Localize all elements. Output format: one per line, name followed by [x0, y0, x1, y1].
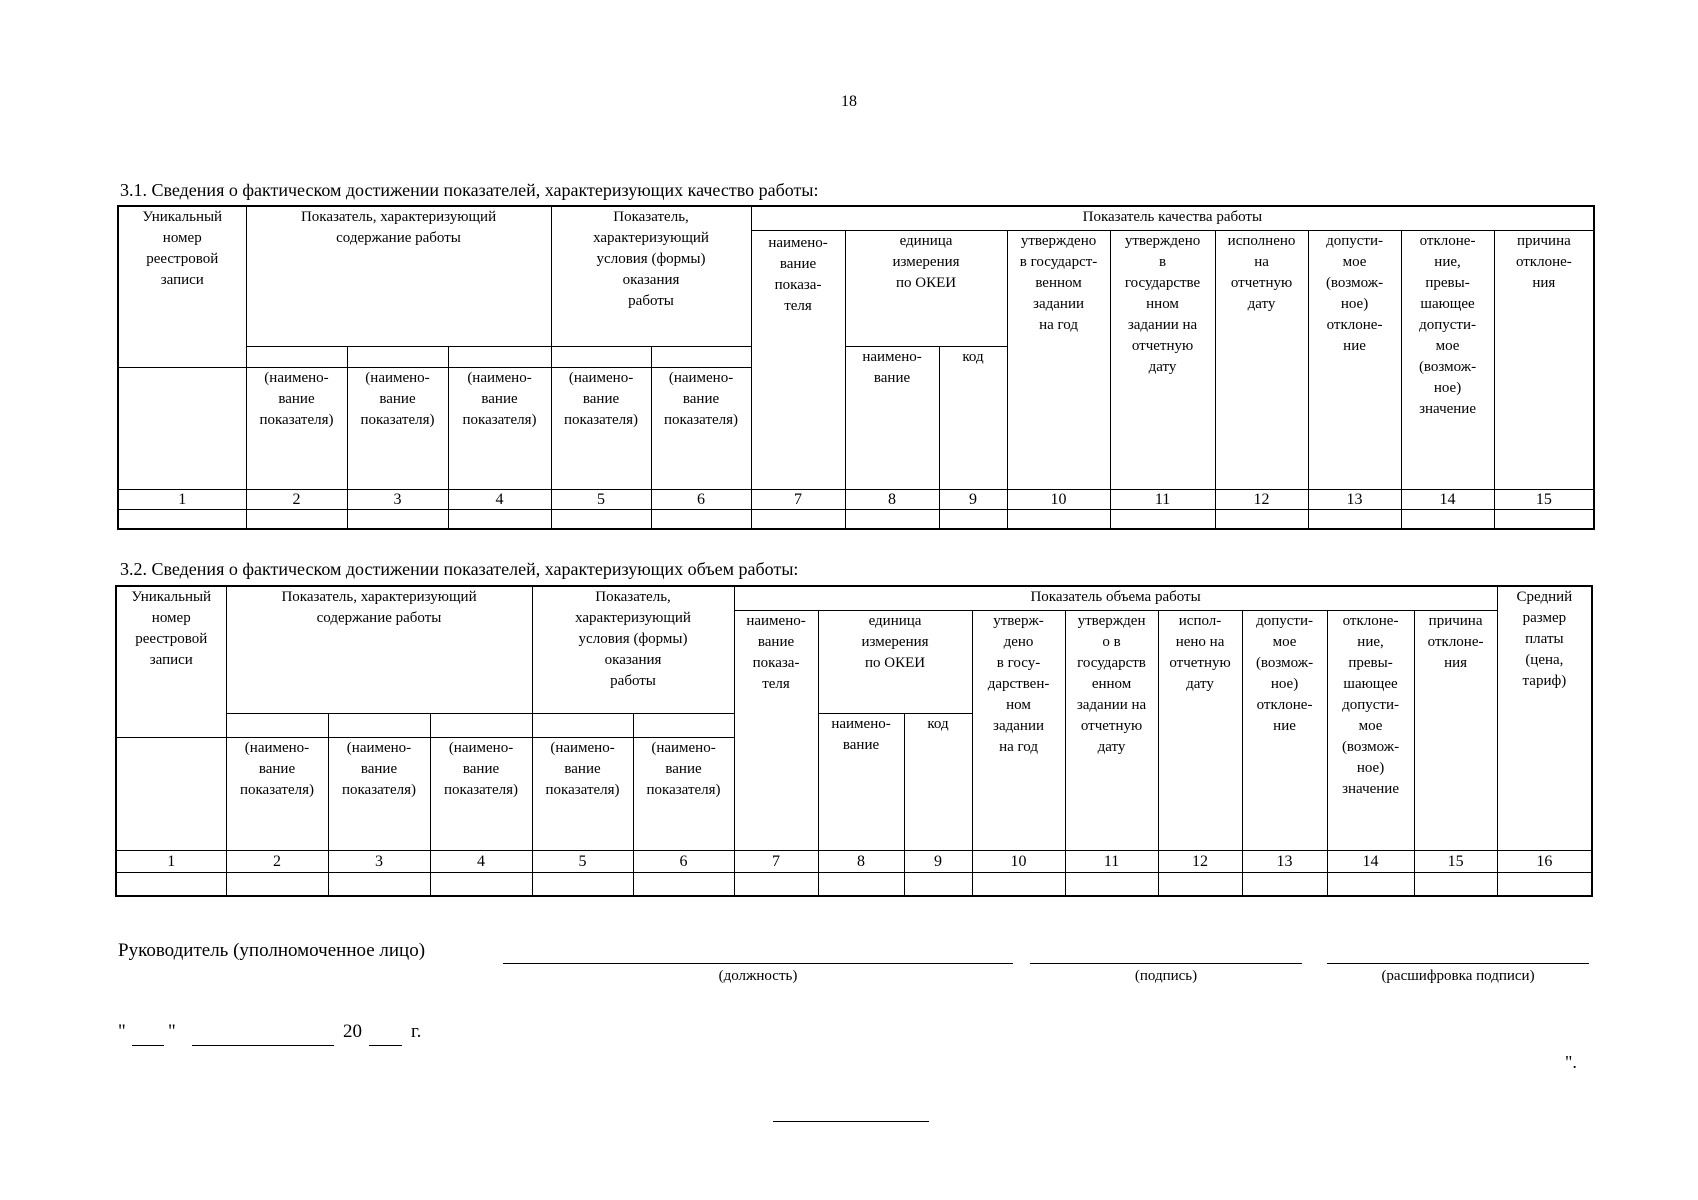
date-open-quote: "	[118, 1021, 126, 1042]
header-unique-record: Уникальный номер реестровой записи	[118, 206, 246, 367]
header-sub-indicator: (наимено- вание показателя)	[347, 367, 448, 489]
header-sub-indicator: (наимено- вание показателя)	[328, 737, 430, 850]
column-number: 4	[430, 850, 532, 872]
section-title-quality: 3.1. Сведения о фактическом достижении показателей, характеризующих качество работы:	[120, 180, 819, 200]
position-caption: (должность)	[718, 968, 798, 984]
header-quality-group: Показатель качества работы	[751, 206, 1594, 230]
blank-cell	[551, 346, 651, 367]
data-cell[interactable]	[904, 872, 972, 896]
header-unit-name: наимено- вание	[845, 346, 939, 489]
data-cell[interactable]	[226, 872, 328, 896]
column-number: 1	[116, 850, 226, 872]
column-number: 14	[1327, 850, 1414, 872]
data-cell[interactable]	[972, 872, 1065, 896]
header-excess-deviation: отклоне- ние, превы- шающее допусти- мое (возмож- ное) значение	[1327, 610, 1414, 850]
data-cell[interactable]	[347, 509, 448, 529]
signature-line[interactable]	[1030, 963, 1302, 964]
header-unit-okei: единица измерения по ОКЕИ	[818, 610, 972, 713]
blank-cell	[430, 713, 532, 737]
section-title-volume: 3.2. Сведения о фактическом достижении показателей, характеризующих объем работы:	[120, 559, 799, 579]
data-cell[interactable]	[1308, 509, 1401, 529]
data-cell[interactable]	[1494, 509, 1594, 529]
header-executed: испол- нено на отчетную дату	[1158, 610, 1242, 850]
data-cell[interactable]	[734, 872, 818, 896]
data-cell[interactable]	[1242, 872, 1327, 896]
column-number: 5	[532, 850, 633, 872]
signature-caption: (подпись)	[1134, 968, 1198, 984]
blank-cell	[633, 713, 734, 737]
column-number: 2	[226, 850, 328, 872]
column-number: 4	[448, 489, 551, 509]
header-deviation-reason: причина отклоне- ния	[1414, 610, 1497, 850]
blank-cell	[246, 346, 347, 367]
year-prefix: 20	[343, 1021, 362, 1042]
separator-line	[773, 1121, 929, 1122]
column-number: 3	[347, 489, 448, 509]
header-average-fee: Средний размер платы (цена, тариф)	[1497, 586, 1592, 850]
data-cell[interactable]	[116, 872, 226, 896]
data-cell[interactable]	[818, 872, 904, 896]
header-sub-indicator: (наимено- вание показателя)	[633, 737, 734, 850]
data-cell[interactable]	[1065, 872, 1158, 896]
header-executed: исполнено на отчетную дату	[1215, 230, 1308, 489]
data-cell[interactable]	[1215, 509, 1308, 529]
page-number: 18	[841, 93, 857, 110]
column-number: 12	[1215, 489, 1308, 509]
column-number: 1	[118, 489, 246, 509]
data-cell[interactable]	[430, 872, 532, 896]
header-indicator-name: наимено- вание показа- теля	[751, 230, 845, 489]
blank-cell	[328, 713, 430, 737]
blank-cell	[651, 346, 751, 367]
data-cell[interactable]	[1327, 872, 1414, 896]
data-cell[interactable]	[845, 509, 939, 529]
quality-table	[117, 205, 1595, 530]
column-number: 6	[651, 489, 751, 509]
decoding-line[interactable]	[1327, 963, 1589, 964]
header-excess-deviation: отклоне- ние, превы- шающее допусти- мое (возмож- ное) значение	[1401, 230, 1494, 489]
year-suffix: г.	[411, 1021, 422, 1042]
header-content-indicator: Показатель, характеризующий содержание работы	[246, 206, 551, 346]
blank-cell	[448, 346, 551, 367]
header-approved-date: утверждено в государстве нном задании на отчетную дату	[1110, 230, 1215, 489]
header-approved-year: утверждено в государст- венном задании на год	[1007, 230, 1110, 489]
header-approved-year: утверж- дено в госу- дарствен- ном задании на год	[972, 610, 1065, 850]
header-conditions-indicator: Показатель, характеризующий условия (формы) оказания работы	[532, 586, 734, 713]
data-cell[interactable]	[118, 509, 246, 529]
header-unique-record: Уникальный номер реестровой записи	[116, 586, 226, 737]
month-line[interactable]	[192, 1045, 334, 1046]
header-sub-indicator: (наимено- вание показателя)	[651, 367, 751, 489]
column-number: 6	[633, 850, 734, 872]
column-number: 2	[246, 489, 347, 509]
data-cell[interactable]	[633, 872, 734, 896]
header-deviation-reason: причина отклоне- ния	[1494, 230, 1594, 489]
data-cell[interactable]	[939, 509, 1007, 529]
column-number: 7	[734, 850, 818, 872]
column-number: 12	[1158, 850, 1242, 872]
column-number: 10	[1007, 489, 1110, 509]
header-sub-indicator: (наимено- вание показателя)	[532, 737, 633, 850]
blank-cell	[347, 346, 448, 367]
volume-table	[115, 585, 1593, 897]
data-cell[interactable]	[1497, 872, 1592, 896]
column-number: 11	[1065, 850, 1158, 872]
header-conditions-indicator: Показатель, характеризующий условия (формы) оказания работы	[551, 206, 751, 346]
data-cell[interactable]	[532, 872, 633, 896]
year-line[interactable]	[369, 1045, 402, 1046]
column-number: 16	[1497, 850, 1592, 872]
data-cell[interactable]	[1110, 509, 1215, 529]
header-unit-code: код	[939, 346, 1007, 489]
position-line[interactable]	[503, 963, 1013, 964]
header-sub-indicator: (наимено- вание показателя)	[246, 367, 347, 489]
column-number: 3	[328, 850, 430, 872]
date-close-quote: "	[168, 1021, 176, 1042]
header-empty-under-unique	[118, 367, 246, 489]
column-number: 15	[1414, 850, 1497, 872]
column-number: 9	[904, 850, 972, 872]
data-cell[interactable]	[751, 509, 845, 529]
data-cell[interactable]	[651, 509, 751, 529]
column-number: 13	[1242, 850, 1327, 872]
column-number: 8	[818, 850, 904, 872]
data-cell[interactable]	[448, 509, 551, 529]
header-sub-indicator: (наимено- вание показателя)	[226, 737, 328, 850]
header-sub-indicator: (наимено- вание показателя)	[551, 367, 651, 489]
header-approved-date: утвержден о в государств енном задании на отчетную дату	[1065, 610, 1158, 850]
closing-quote: ".	[1565, 1052, 1577, 1072]
blank-cell	[532, 713, 633, 737]
blank-cell	[226, 713, 328, 737]
day-line[interactable]	[132, 1045, 164, 1046]
column-number: 9	[939, 489, 1007, 509]
signature-label: Руководитель (уполномоченное лицо)	[118, 940, 426, 961]
column-number: 10	[972, 850, 1065, 872]
data-cell[interactable]	[246, 509, 347, 529]
header-empty-under-unique	[116, 737, 226, 850]
data-cell[interactable]	[1414, 872, 1497, 896]
data-cell[interactable]	[1401, 509, 1494, 529]
data-cell[interactable]	[1007, 509, 1110, 529]
header-unit-okei: единица измерения по ОКЕИ	[845, 230, 1007, 346]
column-number: 13	[1308, 489, 1401, 509]
column-number: 11	[1110, 489, 1215, 509]
header-volume-group: Показатель объема работы	[734, 586, 1497, 610]
header-sub-indicator: (наимено- вание показателя)	[448, 367, 551, 489]
decoding-caption: (расшифровка подписи)	[1381, 968, 1535, 984]
column-number: 14	[1401, 489, 1494, 509]
header-sub-indicator: (наимено- вание показателя)	[430, 737, 532, 850]
data-cell[interactable]	[328, 872, 430, 896]
column-number: 8	[845, 489, 939, 509]
data-cell[interactable]	[1158, 872, 1242, 896]
data-cell[interactable]	[551, 509, 651, 529]
header-allowed-deviation: допусти- мое (возмож- ное) отклоне- ние	[1308, 230, 1401, 489]
column-number: 15	[1494, 489, 1594, 509]
column-number: 5	[551, 489, 651, 509]
header-content-indicator: Показатель, характеризующий содержание работы	[226, 586, 532, 713]
header-allowed-deviation: допусти- мое (возмож- ное) отклоне- ние	[1242, 610, 1327, 850]
header-indicator-name: наимено- вание показа- теля	[734, 610, 818, 850]
header-unit-name: наимено- вание	[818, 713, 904, 850]
column-number: 7	[751, 489, 845, 509]
header-unit-code: код	[904, 713, 972, 850]
